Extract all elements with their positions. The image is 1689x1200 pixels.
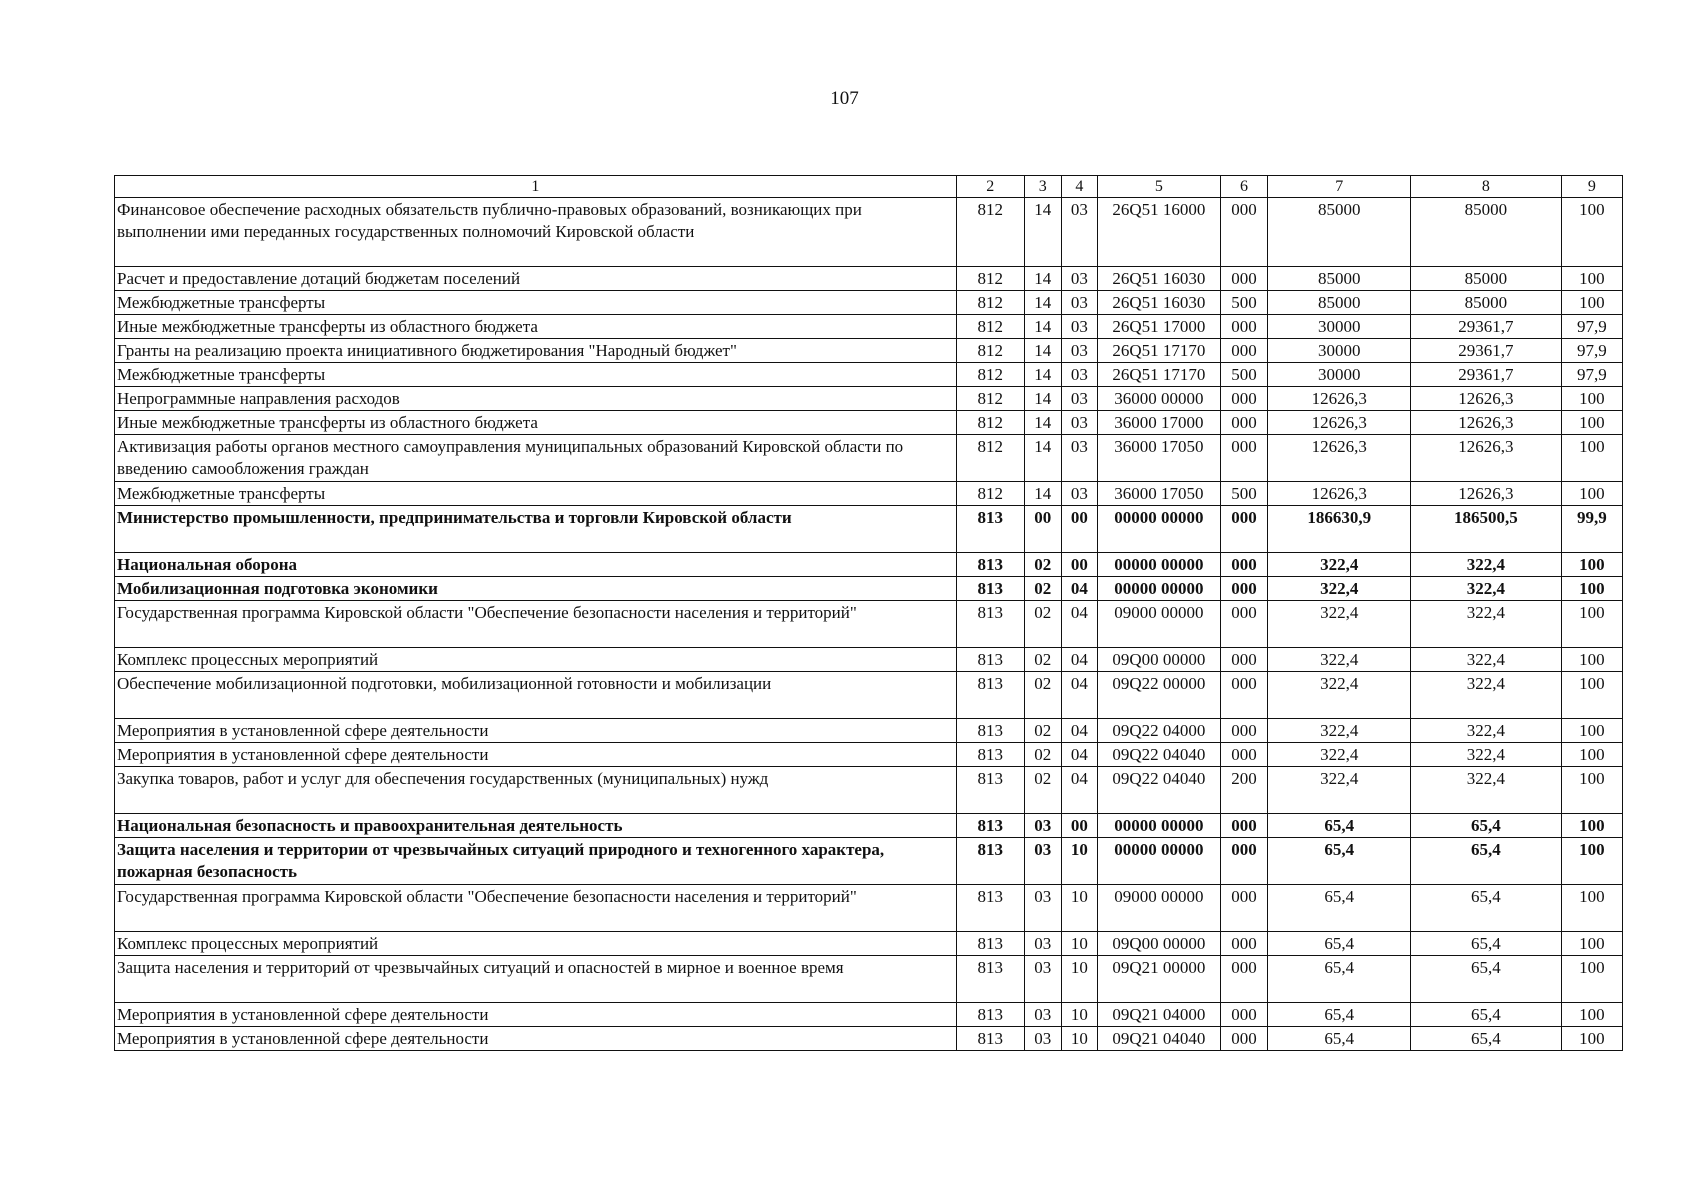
row-target-article: 09000 00000 — [1098, 885, 1220, 932]
row-target-article: 09Q22 04000 — [1098, 719, 1220, 743]
row-section: 14 — [1024, 482, 1061, 506]
column-header: 8 — [1411, 176, 1562, 198]
row-expense-type: 000 — [1220, 838, 1268, 885]
row-planned-amount: 322,4 — [1268, 743, 1411, 767]
row-description: Государственная программа Кировской области "Обеспечение безопасности населения и территорий" — [115, 885, 957, 932]
row-section: 14 — [1024, 387, 1061, 411]
row-section: 03 — [1024, 838, 1061, 885]
row-description: Министерство промышленности, предпринимательства и торговли Кировской области — [115, 506, 957, 553]
column-header: 2 — [956, 176, 1024, 198]
row-target-article: 09Q22 04040 — [1098, 743, 1220, 767]
row-admin-code: 812 — [956, 363, 1024, 387]
row-subsection: 04 — [1061, 767, 1098, 814]
row-admin-code: 813 — [956, 932, 1024, 956]
row-section: 03 — [1024, 814, 1061, 838]
row-subsection: 10 — [1061, 1003, 1098, 1027]
row-execution-percent: 100 — [1561, 672, 1622, 719]
row-execution-percent: 97,9 — [1561, 315, 1622, 339]
row-admin-code: 812 — [956, 435, 1024, 482]
row-expense-type: 000 — [1220, 553, 1268, 577]
row-planned-amount: 30000 — [1268, 315, 1411, 339]
row-subsection: 03 — [1061, 435, 1098, 482]
row-subsection: 03 — [1061, 315, 1098, 339]
row-execution-percent: 97,9 — [1561, 339, 1622, 363]
table-row — [115, 932, 1623, 956]
row-target-article: 09Q00 00000 — [1098, 648, 1220, 672]
row-section: 14 — [1024, 315, 1061, 339]
row-execution-percent: 100 — [1561, 198, 1622, 267]
table-row — [115, 743, 1623, 767]
row-expense-type: 000 — [1220, 1003, 1268, 1027]
row-section: 03 — [1024, 1027, 1061, 1051]
row-target-article: 26Q51 16030 — [1098, 267, 1220, 291]
row-expense-type: 000 — [1220, 1027, 1268, 1051]
row-execution-percent: 100 — [1561, 814, 1622, 838]
row-executed-amount: 186500,5 — [1411, 506, 1562, 553]
row-admin-code: 813 — [956, 1027, 1024, 1051]
row-planned-amount: 12626,3 — [1268, 411, 1411, 435]
row-section: 14 — [1024, 339, 1061, 363]
row-target-article: 09Q21 04000 — [1098, 1003, 1220, 1027]
table-row — [115, 1027, 1623, 1051]
row-executed-amount: 29361,7 — [1411, 339, 1562, 363]
row-admin-code: 813 — [956, 885, 1024, 932]
row-planned-amount: 12626,3 — [1268, 435, 1411, 482]
column-header: 3 — [1024, 176, 1061, 198]
row-subsection: 03 — [1061, 363, 1098, 387]
row-subsection: 03 — [1061, 411, 1098, 435]
table-row — [115, 672, 1623, 719]
row-execution-percent: 100 — [1561, 291, 1622, 315]
row-target-article: 09Q00 00000 — [1098, 932, 1220, 956]
row-target-article: 36000 17000 — [1098, 411, 1220, 435]
row-description: Мероприятия в установленной сфере деятельности — [115, 1003, 957, 1027]
row-expense-type: 000 — [1220, 719, 1268, 743]
row-target-article: 00000 00000 — [1098, 553, 1220, 577]
row-planned-amount: 30000 — [1268, 339, 1411, 363]
row-subsection: 03 — [1061, 267, 1098, 291]
row-target-article: 26Q51 17000 — [1098, 315, 1220, 339]
row-execution-percent: 100 — [1561, 601, 1622, 648]
row-executed-amount: 322,4 — [1411, 553, 1562, 577]
row-execution-percent: 100 — [1561, 767, 1622, 814]
row-subsection: 10 — [1061, 932, 1098, 956]
row-execution-percent: 100 — [1561, 553, 1622, 577]
row-executed-amount: 65,4 — [1411, 814, 1562, 838]
table-row — [115, 814, 1623, 838]
row-planned-amount: 186630,9 — [1268, 506, 1411, 553]
row-executed-amount: 12626,3 — [1411, 482, 1562, 506]
row-subsection: 10 — [1061, 885, 1098, 932]
row-section: 02 — [1024, 719, 1061, 743]
row-executed-amount: 29361,7 — [1411, 315, 1562, 339]
row-target-article: 09000 00000 — [1098, 601, 1220, 648]
row-execution-percent: 100 — [1561, 885, 1622, 932]
row-description: Государственная программа Кировской области "Обеспечение безопасности населения и территорий" — [115, 601, 957, 648]
row-subsection: 10 — [1061, 956, 1098, 1003]
row-execution-percent: 100 — [1561, 838, 1622, 885]
table-row — [115, 435, 1623, 482]
row-description: Национальная оборона — [115, 553, 957, 577]
row-planned-amount: 322,4 — [1268, 577, 1411, 601]
column-header: 7 — [1268, 176, 1411, 198]
row-description: Межбюджетные трансферты — [115, 482, 957, 506]
row-admin-code: 813 — [956, 1003, 1024, 1027]
row-planned-amount: 85000 — [1268, 267, 1411, 291]
row-expense-type: 000 — [1220, 577, 1268, 601]
row-executed-amount: 65,4 — [1411, 1003, 1562, 1027]
row-execution-percent: 100 — [1561, 1003, 1622, 1027]
row-target-article: 26Q51 16030 — [1098, 291, 1220, 315]
row-executed-amount: 29361,7 — [1411, 363, 1562, 387]
column-header: 4 — [1061, 176, 1098, 198]
row-description: Непрограммные направления расходов — [115, 387, 957, 411]
row-execution-percent: 100 — [1561, 435, 1622, 482]
row-subsection: 00 — [1061, 506, 1098, 553]
row-expense-type: 500 — [1220, 482, 1268, 506]
row-section: 03 — [1024, 1003, 1061, 1027]
row-admin-code: 812 — [956, 198, 1024, 267]
row-description: Мероприятия в установленной сфере деятельности — [115, 719, 957, 743]
row-admin-code: 812 — [956, 315, 1024, 339]
table-row — [115, 956, 1623, 1003]
row-section: 00 — [1024, 506, 1061, 553]
row-expense-type: 000 — [1220, 956, 1268, 1003]
row-description: Закупка товаров, работ и услуг для обеспечения государственных (муниципальных) нужд — [115, 767, 957, 814]
row-planned-amount: 322,4 — [1268, 672, 1411, 719]
row-expense-type: 000 — [1220, 387, 1268, 411]
row-planned-amount: 322,4 — [1268, 719, 1411, 743]
row-planned-amount: 65,4 — [1268, 1003, 1411, 1027]
column-header: 1 — [115, 176, 957, 198]
table-row — [115, 387, 1623, 411]
row-description: Защита населения и территорий от чрезвычайных ситуаций и опасностей в мирное и военное время — [115, 956, 957, 1003]
row-planned-amount: 30000 — [1268, 363, 1411, 387]
table-row — [115, 885, 1623, 932]
row-target-article: 00000 00000 — [1098, 577, 1220, 601]
row-section: 14 — [1024, 267, 1061, 291]
row-planned-amount: 85000 — [1268, 198, 1411, 267]
row-section: 02 — [1024, 601, 1061, 648]
row-expense-type: 000 — [1220, 198, 1268, 267]
row-description: Иные межбюджетные трансферты из областного бюджета — [115, 411, 957, 435]
row-execution-percent: 100 — [1561, 482, 1622, 506]
row-execution-percent: 100 — [1561, 1027, 1622, 1051]
row-section: 14 — [1024, 291, 1061, 315]
row-planned-amount: 322,4 — [1268, 601, 1411, 648]
row-executed-amount: 65,4 — [1411, 932, 1562, 956]
row-subsection: 04 — [1061, 601, 1098, 648]
row-target-article: 09Q22 04040 — [1098, 767, 1220, 814]
row-subsection: 00 — [1061, 814, 1098, 838]
row-admin-code: 812 — [956, 482, 1024, 506]
row-subsection: 03 — [1061, 198, 1098, 267]
row-admin-code: 813 — [956, 506, 1024, 553]
row-description: Национальная безопасность и правоохранительная деятельность — [115, 814, 957, 838]
row-section: 03 — [1024, 932, 1061, 956]
row-section: 02 — [1024, 553, 1061, 577]
table-row — [115, 339, 1623, 363]
table-row — [115, 838, 1623, 885]
row-executed-amount: 322,4 — [1411, 648, 1562, 672]
row-admin-code: 813 — [956, 743, 1024, 767]
table-row — [115, 363, 1623, 387]
column-header: 5 — [1098, 176, 1220, 198]
row-execution-percent: 97,9 — [1561, 363, 1622, 387]
row-description: Межбюджетные трансферты — [115, 363, 957, 387]
table-row — [115, 198, 1623, 267]
row-expense-type: 000 — [1220, 435, 1268, 482]
row-planned-amount: 65,4 — [1268, 838, 1411, 885]
row-executed-amount: 322,4 — [1411, 577, 1562, 601]
row-section: 14 — [1024, 363, 1061, 387]
row-description: Комплекс процессных мероприятий — [115, 932, 957, 956]
row-description: Межбюджетные трансферты — [115, 291, 957, 315]
row-subsection: 04 — [1061, 743, 1098, 767]
row-planned-amount: 65,4 — [1268, 932, 1411, 956]
row-subsection: 00 — [1061, 553, 1098, 577]
row-planned-amount: 12626,3 — [1268, 387, 1411, 411]
row-target-article: 00000 00000 — [1098, 838, 1220, 885]
row-execution-percent: 100 — [1561, 267, 1622, 291]
row-section: 02 — [1024, 743, 1061, 767]
row-section: 14 — [1024, 435, 1061, 482]
row-target-article: 00000 00000 — [1098, 506, 1220, 553]
row-description: Мобилизационная подготовка экономики — [115, 577, 957, 601]
row-subsection: 03 — [1061, 387, 1098, 411]
table-row — [115, 411, 1623, 435]
row-expense-type: 000 — [1220, 315, 1268, 339]
row-expense-type: 000 — [1220, 648, 1268, 672]
budget-table — [114, 175, 1623, 1051]
row-planned-amount: 322,4 — [1268, 767, 1411, 814]
row-executed-amount: 322,4 — [1411, 767, 1562, 814]
row-description: Защита населения и территории от чрезвычайных ситуаций природного и техногенного характера, пожарная безопасность — [115, 838, 957, 885]
row-target-article: 26Q51 17170 — [1098, 363, 1220, 387]
row-target-article: 36000 17050 — [1098, 482, 1220, 506]
row-execution-percent: 100 — [1561, 956, 1622, 1003]
row-expense-type: 000 — [1220, 743, 1268, 767]
row-section: 03 — [1024, 885, 1061, 932]
row-description: Мероприятия в установленной сфере деятельности — [115, 1027, 957, 1051]
row-executed-amount: 322,4 — [1411, 719, 1562, 743]
row-expense-type: 000 — [1220, 339, 1268, 363]
row-executed-amount: 12626,3 — [1411, 387, 1562, 411]
table-header-row — [115, 176, 1623, 198]
row-planned-amount: 85000 — [1268, 291, 1411, 315]
row-executed-amount: 65,4 — [1411, 838, 1562, 885]
row-subsection: 03 — [1061, 482, 1098, 506]
row-execution-percent: 100 — [1561, 648, 1622, 672]
row-expense-type: 000 — [1220, 411, 1268, 435]
row-expense-type: 000 — [1220, 885, 1268, 932]
row-executed-amount: 85000 — [1411, 291, 1562, 315]
row-planned-amount: 65,4 — [1268, 956, 1411, 1003]
row-admin-code: 813 — [956, 553, 1024, 577]
row-execution-percent: 100 — [1561, 577, 1622, 601]
table-row — [115, 1003, 1623, 1027]
row-executed-amount: 85000 — [1411, 198, 1562, 267]
row-expense-type: 000 — [1220, 267, 1268, 291]
row-expense-type: 000 — [1220, 601, 1268, 648]
row-admin-code: 812 — [956, 267, 1024, 291]
row-target-article: 26Q51 16000 — [1098, 198, 1220, 267]
row-admin-code: 812 — [956, 387, 1024, 411]
row-description: Финансовое обеспечение расходных обязательств публично-правовых образований, возникающих при выполнении ими переданных государственных полномочий Кировской области — [115, 198, 957, 267]
row-description: Комплекс процессных мероприятий — [115, 648, 957, 672]
row-execution-percent: 100 — [1561, 411, 1622, 435]
row-expense-type: 500 — [1220, 363, 1268, 387]
row-description: Иные межбюджетные трансферты из областного бюджета — [115, 315, 957, 339]
row-description: Гранты на реализацию проекта инициативного бюджетирования "Народный бюджет" — [115, 339, 957, 363]
table-row — [115, 482, 1623, 506]
row-section: 14 — [1024, 411, 1061, 435]
row-subsection: 03 — [1061, 339, 1098, 363]
row-subsection: 04 — [1061, 719, 1098, 743]
row-subsection: 03 — [1061, 291, 1098, 315]
column-header: 6 — [1220, 176, 1268, 198]
row-target-article: 09Q21 00000 — [1098, 956, 1220, 1003]
row-section: 14 — [1024, 198, 1061, 267]
row-executed-amount: 322,4 — [1411, 601, 1562, 648]
row-description: Мероприятия в установленной сфере деятельности — [115, 743, 957, 767]
row-target-article: 00000 00000 — [1098, 814, 1220, 838]
row-section: 02 — [1024, 577, 1061, 601]
row-planned-amount: 65,4 — [1268, 814, 1411, 838]
table-row — [115, 648, 1623, 672]
row-section: 02 — [1024, 672, 1061, 719]
row-admin-code: 813 — [956, 838, 1024, 885]
row-admin-code: 812 — [956, 291, 1024, 315]
row-executed-amount: 65,4 — [1411, 956, 1562, 1003]
row-execution-percent: 100 — [1561, 387, 1622, 411]
column-header: 9 — [1561, 176, 1622, 198]
row-admin-code: 813 — [956, 648, 1024, 672]
row-description: Обеспечение мобилизационной подготовки, мобилизационной готовности и мобилизации — [115, 672, 957, 719]
row-admin-code: 813 — [956, 719, 1024, 743]
table-row — [115, 291, 1623, 315]
row-execution-percent: 100 — [1561, 719, 1622, 743]
row-section: 02 — [1024, 767, 1061, 814]
row-admin-code: 812 — [956, 411, 1024, 435]
row-expense-type: 000 — [1220, 672, 1268, 719]
row-expense-type: 500 — [1220, 291, 1268, 315]
row-admin-code: 813 — [956, 601, 1024, 648]
row-planned-amount: 65,4 — [1268, 885, 1411, 932]
row-expense-type: 000 — [1220, 506, 1268, 553]
row-executed-amount: 322,4 — [1411, 743, 1562, 767]
page-number: 107 — [830, 88, 859, 109]
row-target-article: 36000 00000 — [1098, 387, 1220, 411]
row-executed-amount: 65,4 — [1411, 885, 1562, 932]
row-expense-type: 000 — [1220, 814, 1268, 838]
row-admin-code: 813 — [956, 814, 1024, 838]
row-target-article: 36000 17050 — [1098, 435, 1220, 482]
row-executed-amount: 12626,3 — [1411, 411, 1562, 435]
row-subsection: 04 — [1061, 672, 1098, 719]
row-target-article: 26Q51 17170 — [1098, 339, 1220, 363]
row-executed-amount: 65,4 — [1411, 1027, 1562, 1051]
table-row — [115, 506, 1623, 553]
row-executed-amount: 12626,3 — [1411, 435, 1562, 482]
table-row — [115, 719, 1623, 743]
row-subsection: 10 — [1061, 838, 1098, 885]
row-admin-code: 813 — [956, 672, 1024, 719]
row-subsection: 10 — [1061, 1027, 1098, 1051]
row-section: 03 — [1024, 956, 1061, 1003]
row-description: Активизация работы органов местного самоуправления муниципальных образований Кировской области по введению самообложения граждан — [115, 435, 957, 482]
row-description: Расчет и предоставление дотаций бюджетам поселений — [115, 267, 957, 291]
row-section: 02 — [1024, 648, 1061, 672]
row-expense-type: 000 — [1220, 932, 1268, 956]
row-execution-percent: 99,9 — [1561, 506, 1622, 553]
row-planned-amount: 65,4 — [1268, 1027, 1411, 1051]
row-execution-percent: 100 — [1561, 743, 1622, 767]
row-executed-amount: 322,4 — [1411, 672, 1562, 719]
row-planned-amount: 322,4 — [1268, 553, 1411, 577]
table-row — [115, 315, 1623, 339]
row-admin-code: 813 — [956, 577, 1024, 601]
table-row — [115, 601, 1623, 648]
row-executed-amount: 85000 — [1411, 267, 1562, 291]
row-expense-type: 200 — [1220, 767, 1268, 814]
row-target-article: 09Q21 04040 — [1098, 1027, 1220, 1051]
row-subsection: 04 — [1061, 577, 1098, 601]
row-execution-percent: 100 — [1561, 932, 1622, 956]
row-admin-code: 813 — [956, 767, 1024, 814]
table-row — [115, 577, 1623, 601]
row-admin-code: 813 — [956, 956, 1024, 1003]
row-planned-amount: 322,4 — [1268, 648, 1411, 672]
row-admin-code: 812 — [956, 339, 1024, 363]
row-target-article: 09Q22 00000 — [1098, 672, 1220, 719]
table-row — [115, 767, 1623, 814]
table-body — [115, 176, 1623, 1051]
row-planned-amount: 12626,3 — [1268, 482, 1411, 506]
row-subsection: 04 — [1061, 648, 1098, 672]
table-row — [115, 267, 1623, 291]
table-row — [115, 553, 1623, 577]
